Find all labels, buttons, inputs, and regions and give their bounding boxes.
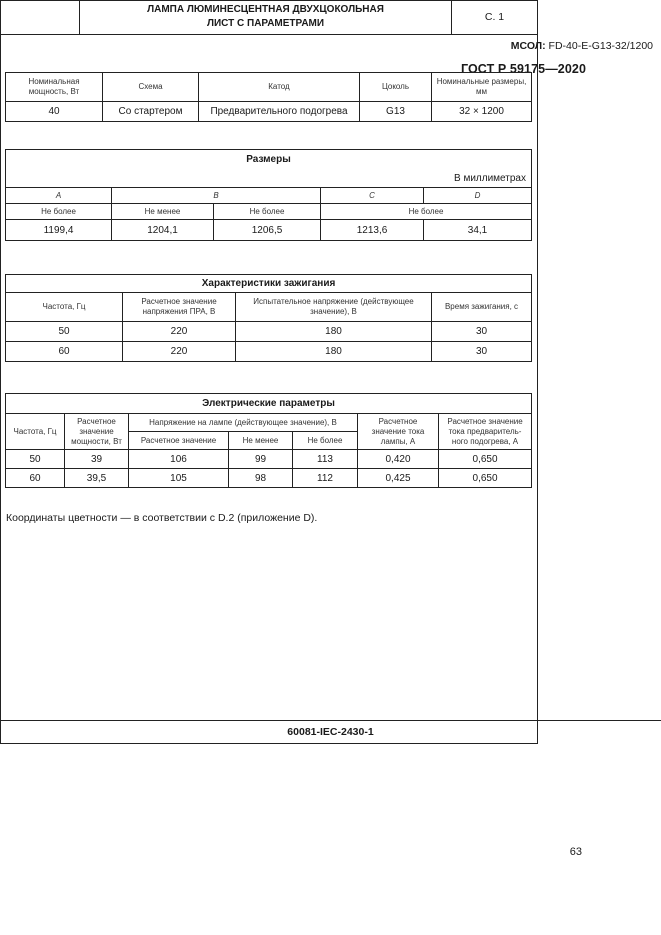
electrical-header-voltage-group: Напряжение на лампе (действующее значение), В [129, 414, 358, 432]
ignition-r2-time: 30 [432, 342, 532, 362]
sheet-title-line1: ЛАМПА ЛЮМИНЕСЦЕНТНАЯ ДВУХЦОКОЛЬНАЯ [147, 4, 384, 15]
ignition-r2-frequency: 60 [6, 342, 123, 362]
ignition-r1-test-voltage: 180 [236, 322, 432, 342]
general-table [5, 72, 532, 122]
electrical-r1-preheat: 0,650 [439, 450, 532, 469]
electrical-r2-preheat: 0,650 [439, 469, 532, 488]
electrical-r2-power: 39,5 [65, 469, 129, 488]
general-header-power: Номинальная мощность, Вт [6, 73, 103, 102]
electrical-r2-frequency: 60 [6, 469, 65, 488]
sheet-header-table [0, 0, 538, 35]
electrical-caption: Электрические параметры [6, 394, 532, 414]
general-cell-cathode: Предварительного подогрева [199, 102, 360, 122]
general-header-base: Цоколь [360, 73, 432, 102]
ignition-r2-ballast-voltage: 220 [123, 342, 236, 362]
dimensions-caption: Размеры [246, 154, 291, 165]
dim-limit-a: Не более [6, 204, 112, 220]
chromaticity-note: Координаты цветности — в соответствии с D.2 (приложение D). [6, 512, 318, 524]
electrical-r1-voltage-max: 113 [293, 450, 358, 469]
dimensions-units: В миллиметрах [454, 173, 526, 184]
general-cell-base: G13 [360, 102, 432, 122]
dim-limit-cd: Не более [321, 204, 532, 220]
sheet-title [80, 0, 452, 35]
electrical-header-current: Расчетное значение тока лампы, А [358, 414, 439, 450]
dim-value-c: 1213,6 [321, 220, 424, 241]
dimensions-caption-cell [6, 150, 532, 188]
electrical-table [5, 393, 532, 488]
electrical-header-frequency: Частота, Гц [6, 414, 65, 450]
electrical-r2-current: 0,425 [358, 469, 439, 488]
ignition-header-test-voltage: Испытательное напряжение (действующее значение), В [236, 293, 432, 322]
dim-letter-b: B [112, 188, 321, 204]
general-cell-scheme: Со стартером [103, 102, 199, 122]
dim-letter-d: D [424, 188, 532, 204]
electrical-header-voltage-max: Не более [293, 432, 358, 450]
dim-limit-b-min: Не менее [112, 204, 214, 220]
electrical-r2-voltage-rated: 105 [129, 469, 229, 488]
page-number: 63 [569, 846, 582, 858]
electrical-header-voltage-min: Не менее [229, 432, 293, 450]
ignition-header-ballast-voltage: Расчетное значение напряжения ПРА, В [123, 293, 236, 322]
general-cell-size: 32 × 1200 [432, 102, 532, 122]
ignition-r2-test-voltage: 180 [236, 342, 432, 362]
footer-sheet-code: 60081-IEC-2430-1 [287, 726, 374, 738]
ignition-r1-frequency: 50 [6, 322, 123, 342]
msol-value: FD-40-E-G13-32/1200 [548, 40, 653, 52]
ignition-r1-ballast-voltage: 220 [123, 322, 236, 342]
footer-divider [0, 720, 661, 721]
dim-value-a: 1199,4 [6, 220, 112, 241]
general-header-size: Номинальные размеры, мм [432, 73, 532, 102]
ignition-caption: Характеристики зажигания [6, 275, 532, 293]
msol-label: МСОЛ: [510, 40, 546, 52]
electrical-r1-frequency: 50 [6, 450, 65, 469]
general-cell-power: 40 [6, 102, 103, 122]
electrical-r1-power: 39 [65, 450, 129, 469]
electrical-r1-voltage-min: 99 [229, 450, 293, 469]
msol-designation [511, 40, 653, 52]
electrical-header-voltage-rated: Расчетное значение [129, 432, 229, 450]
general-header-scheme: Схема [103, 73, 199, 102]
ignition-header-frequency: Частота, Гц [6, 293, 123, 322]
electrical-header-power: Расчетное значение мощности, Вт [65, 414, 129, 450]
ignition-header-time: Время зажигания, с [432, 293, 532, 322]
electrical-header-preheat: Расчетное значение тока предваритель-ного подогрева, А [439, 414, 532, 450]
electrical-r1-current: 0,420 [358, 450, 439, 469]
dim-letter-c: C [321, 188, 424, 204]
dim-value-b-min: 1204,1 [112, 220, 214, 241]
dim-value-b-max: 1206,5 [214, 220, 321, 241]
sheet-title-line2: ЛИСТ С ПАРАМЕТРАМИ [206, 18, 325, 29]
dim-letter-a: A [6, 188, 112, 204]
ignition-r1-time: 30 [432, 322, 532, 342]
dimensions-table [5, 149, 532, 241]
dim-value-d: 34,1 [424, 220, 532, 241]
electrical-r2-voltage-max: 112 [293, 469, 358, 488]
electrical-r2-voltage-min: 98 [229, 469, 293, 488]
ignition-table [5, 274, 532, 362]
electrical-r1-voltage-rated: 106 [129, 450, 229, 469]
standard-number: ГОСТ Р 59175—2020 [460, 62, 586, 76]
dim-limit-b-max: Не более [214, 204, 321, 220]
general-header-cathode: Катод [199, 73, 360, 102]
sheet-number: С. 1 [452, 0, 538, 35]
header-blank-cell [0, 0, 80, 35]
